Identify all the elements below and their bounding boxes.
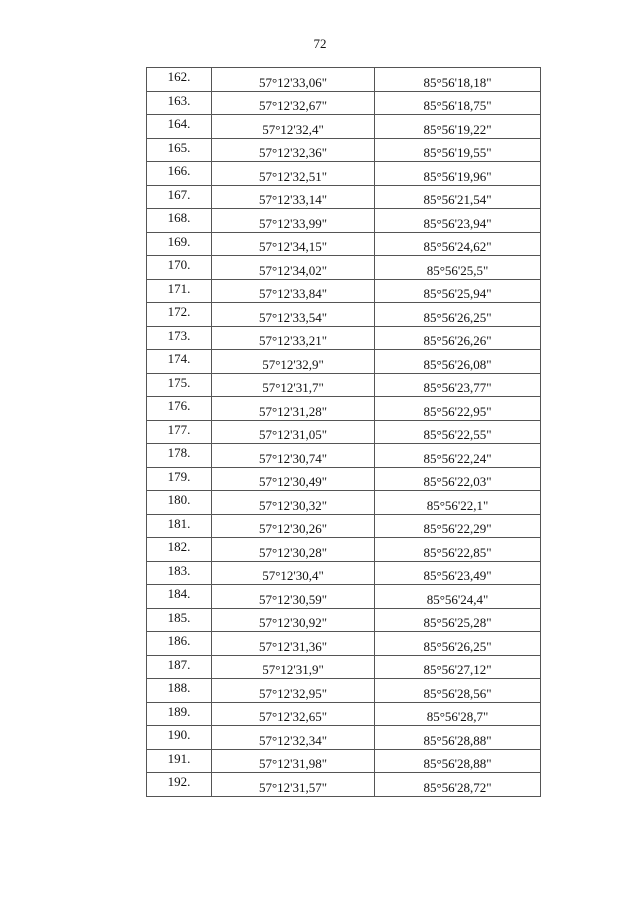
point-number-cell: 163. [147, 91, 212, 115]
point-number-cell: 177. [147, 420, 212, 444]
table-row [147, 538, 541, 562]
point-number-cell: 171. [147, 279, 212, 303]
longitude-cell: 85°56'24,4" [375, 585, 541, 609]
table-row [147, 655, 541, 679]
table-row [147, 702, 541, 726]
longitude-cell: 85°56'27,12" [375, 655, 541, 679]
latitude-cell: 57°12'32,51" [212, 162, 375, 186]
table-row [147, 115, 541, 139]
longitude-cell: 85°56'22,1" [375, 491, 541, 515]
point-number-cell: 169. [147, 232, 212, 256]
longitude-cell: 85°56'22,85" [375, 538, 541, 562]
table-row [147, 350, 541, 374]
latitude-cell: 57°12'30,28" [212, 538, 375, 562]
latitude-cell: 57°12'33,21" [212, 326, 375, 350]
latitude-cell: 57°12'31,9" [212, 655, 375, 679]
latitude-cell: 57°12'32,67" [212, 91, 375, 115]
latitude-cell: 57°12'32,4" [212, 115, 375, 139]
table-row [147, 632, 541, 656]
table-row [147, 726, 541, 750]
longitude-cell: 85°56'24,62" [375, 232, 541, 256]
table-row [147, 279, 541, 303]
point-number-cell: 179. [147, 467, 212, 491]
table-row [147, 444, 541, 468]
point-number-cell: 189. [147, 702, 212, 726]
latitude-cell: 57°12'31,98" [212, 749, 375, 773]
table-row [147, 679, 541, 703]
longitude-cell: 85°56'22,24" [375, 444, 541, 468]
latitude-cell: 57°12'30,74" [212, 444, 375, 468]
latitude-cell: 57°12'33,99" [212, 209, 375, 233]
longitude-cell: 85°56'26,25" [375, 303, 541, 327]
longitude-cell: 85°56'26,25" [375, 632, 541, 656]
point-number-cell: 188. [147, 679, 212, 703]
table-row [147, 162, 541, 186]
latitude-cell: 57°12'33,14" [212, 185, 375, 209]
latitude-cell: 57°12'33,06" [212, 68, 375, 92]
point-number-cell: 191. [147, 749, 212, 773]
latitude-cell: 57°12'33,84" [212, 279, 375, 303]
latitude-cell: 57°12'32,36" [212, 138, 375, 162]
point-number-cell: 162. [147, 68, 212, 92]
latitude-cell: 57°12'32,95" [212, 679, 375, 703]
longitude-cell: 85°56'22,03" [375, 467, 541, 491]
longitude-cell: 85°56'18,18" [375, 68, 541, 92]
latitude-cell: 57°12'32,34" [212, 726, 375, 750]
table-row [147, 91, 541, 115]
point-number-cell: 175. [147, 373, 212, 397]
point-number-cell: 165. [147, 138, 212, 162]
table-row [147, 303, 541, 327]
longitude-cell: 85°56'18,75" [375, 91, 541, 115]
point-number-cell: 174. [147, 350, 212, 374]
longitude-cell: 85°56'28,72" [375, 773, 541, 797]
longitude-cell: 85°56'25,94" [375, 279, 541, 303]
point-number-cell: 183. [147, 561, 212, 585]
latitude-cell: 57°12'30,59" [212, 585, 375, 609]
latitude-cell: 57°12'30,4" [212, 561, 375, 585]
table-row [147, 773, 541, 797]
point-number-cell: 181. [147, 514, 212, 538]
table-row [147, 467, 541, 491]
latitude-cell: 57°12'31,36" [212, 632, 375, 656]
longitude-cell: 85°56'25,5" [375, 256, 541, 280]
table-row [147, 561, 541, 585]
point-number-cell: 182. [147, 538, 212, 562]
point-number-cell: 164. [147, 115, 212, 139]
point-number-cell: 172. [147, 303, 212, 327]
point-number-cell: 190. [147, 726, 212, 750]
longitude-cell: 85°56'19,55" [375, 138, 541, 162]
longitude-cell: 85°56'23,77" [375, 373, 541, 397]
coordinates-table [146, 67, 541, 797]
latitude-cell: 57°12'31,28" [212, 397, 375, 421]
longitude-cell: 85°56'23,94" [375, 209, 541, 233]
latitude-cell: 57°12'31,05" [212, 420, 375, 444]
table-row [147, 232, 541, 256]
latitude-cell: 57°12'32,9" [212, 350, 375, 374]
table-row [147, 491, 541, 515]
longitude-cell: 85°56'22,95" [375, 397, 541, 421]
point-number-cell: 187. [147, 655, 212, 679]
table-row [147, 373, 541, 397]
point-number-cell: 192. [147, 773, 212, 797]
point-number-cell: 176. [147, 397, 212, 421]
latitude-cell: 57°12'30,92" [212, 608, 375, 632]
longitude-cell: 85°56'21,54" [375, 185, 541, 209]
latitude-cell: 57°12'30,26" [212, 514, 375, 538]
table-row [147, 209, 541, 233]
table-row [147, 749, 541, 773]
latitude-cell: 57°12'30,32" [212, 491, 375, 515]
latitude-cell: 57°12'34,02" [212, 256, 375, 280]
latitude-cell: 57°12'31,7" [212, 373, 375, 397]
table-row [147, 514, 541, 538]
point-number-cell: 173. [147, 326, 212, 350]
longitude-cell: 85°56'25,28" [375, 608, 541, 632]
latitude-cell: 57°12'31,57" [212, 773, 375, 797]
table-row [147, 68, 541, 92]
latitude-cell: 57°12'32,65" [212, 702, 375, 726]
longitude-cell: 85°56'28,88" [375, 749, 541, 773]
longitude-cell: 85°56'22,29" [375, 514, 541, 538]
latitude-cell: 57°12'33,54" [212, 303, 375, 327]
point-number-cell: 166. [147, 162, 212, 186]
longitude-cell: 85°56'28,56" [375, 679, 541, 703]
table-row [147, 326, 541, 350]
table-row [147, 185, 541, 209]
point-number-cell: 186. [147, 632, 212, 656]
table-row [147, 256, 541, 280]
longitude-cell: 85°56'22,55" [375, 420, 541, 444]
table-row [147, 138, 541, 162]
latitude-cell: 57°12'34,15" [212, 232, 375, 256]
table-row [147, 420, 541, 444]
longitude-cell: 85°56'19,96" [375, 162, 541, 186]
point-number-cell: 170. [147, 256, 212, 280]
point-number-cell: 180. [147, 491, 212, 515]
point-number-cell: 185. [147, 608, 212, 632]
longitude-cell: 85°56'28,7" [375, 702, 541, 726]
coordinates-table-body [147, 68, 541, 797]
table-row [147, 585, 541, 609]
longitude-cell: 85°56'26,26" [375, 326, 541, 350]
table-row [147, 608, 541, 632]
longitude-cell: 85°56'26,08" [375, 350, 541, 374]
longitude-cell: 85°56'28,88" [375, 726, 541, 750]
point-number-cell: 178. [147, 444, 212, 468]
longitude-cell: 85°56'19,22" [375, 115, 541, 139]
point-number-cell: 184. [147, 585, 212, 609]
latitude-cell: 57°12'30,49" [212, 467, 375, 491]
point-number-cell: 167. [147, 185, 212, 209]
table-row [147, 397, 541, 421]
longitude-cell: 85°56'23,49" [375, 561, 541, 585]
point-number-cell: 168. [147, 209, 212, 233]
page-number: 72 [313, 36, 327, 51]
